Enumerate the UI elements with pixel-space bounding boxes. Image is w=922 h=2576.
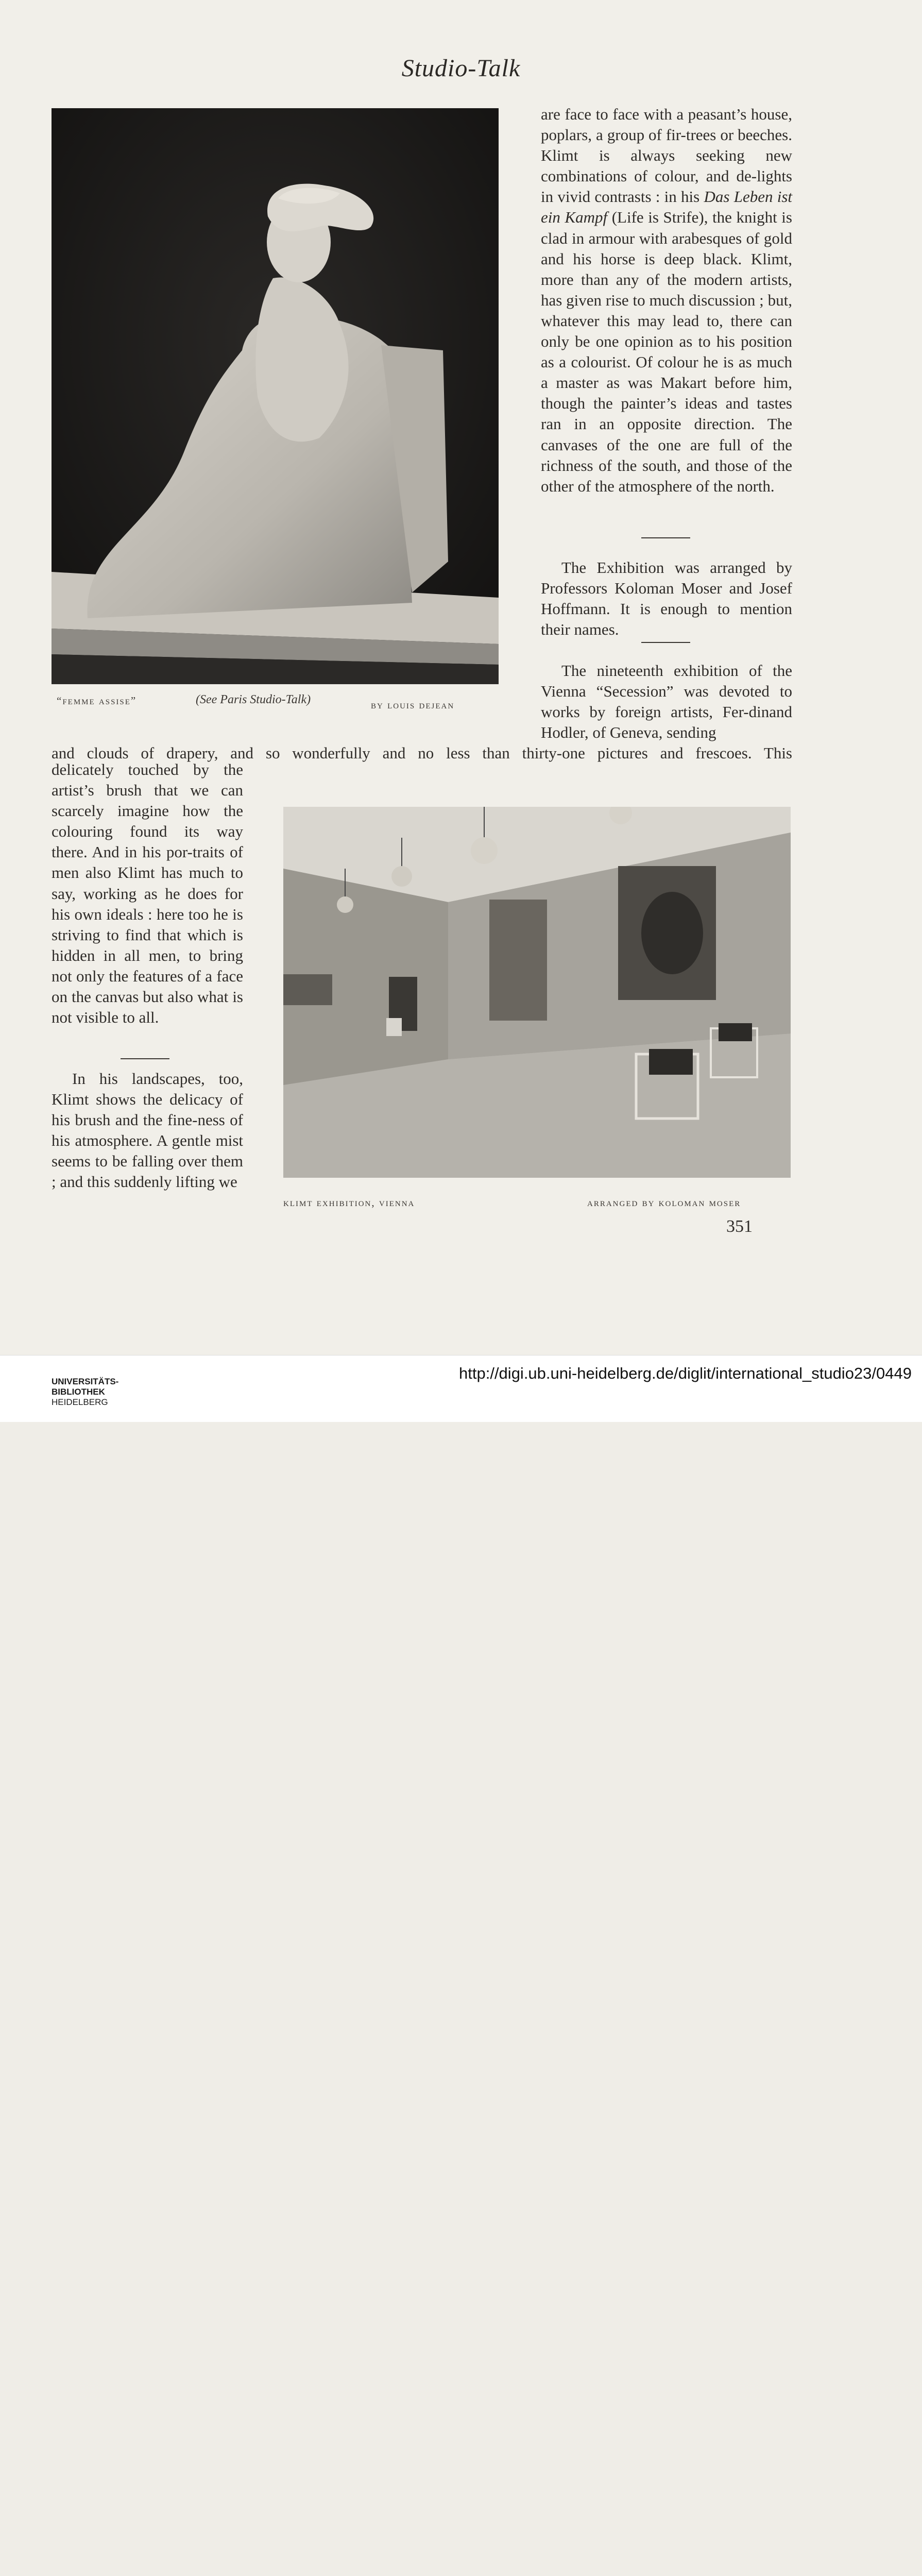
library-name-line2: BIBLIOTHEK [52, 1387, 105, 1397]
secession-paragraph: The nineteenth exhibition of the Vienna “Secession” was devoted to works by foreign artists, Fer-dinand Hodler, of Geneva, sending [541, 662, 792, 742]
section-divider [121, 1058, 169, 1059]
section-divider [641, 537, 690, 538]
library-name-line1: UNIVERSITÄTS- [52, 1377, 119, 1386]
library-name-line3: HEIDELBERG [52, 1397, 108, 1407]
full-width-line: and clouds of drapery, and so wonderfully and no less than thirty-one pictures and frescoes. This [52, 744, 792, 762]
right-column-paragraph-1 [541, 104, 792, 497]
figure1-caption-right: by louis dejean [371, 699, 455, 711]
sculpture-photo [52, 108, 499, 684]
right-column-paragraph-3 [541, 660, 792, 743]
right-col-italic-title: Das Leben ist ein Kampf [541, 188, 793, 227]
exhibition-paragraph: The Exhibition was arranged by Professors Koloman Moser and Josef Hoffmann. It is enough to mention their names. [541, 558, 792, 639]
figure2-caption-right: arranged by koloman moser [587, 1196, 741, 1209]
exhibition-photo [283, 807, 791, 1178]
page-number: 351 [726, 1217, 753, 1236]
exhibition-image [283, 807, 791, 1178]
figure1-caption-left: “femme assise” [57, 694, 137, 707]
running-head: Studio-Talk [401, 55, 521, 82]
right-col-text-b: (Life is Strife), the knight is clad in armour with arabesques of gold and his horse is deep black. Klimt, more than any of the modern artists, has given rise to much discussion ; but, whatever this may lead to, there can only be one opinion as to his position as a colourist. Of colour he is as much a master as was Makart before him, though the painter’s ideas and tastes ran in an opposite direction. The canvases of the one are full of the richness of the south, and those of the other of the atmosphere of the north. [541, 208, 792, 495]
source-url-link[interactable]: http://digi.ub.uni-heidelberg.de/diglit/international_studio23/0449 [459, 1364, 912, 1382]
right-col-text-a: are face to face with a peasant’s house, poplars, a group of fir-trees or beeches. Klimt is always seeking new combinations of colour, and de-lights in vivid contrasts : in his [541, 105, 792, 206]
right-column-paragraph-2 [541, 557, 792, 640]
section-divider [641, 642, 690, 643]
figure1-caption-mid: (See Paris Studio-Talk) [196, 693, 311, 706]
left-column-paragraph-2 [52, 1069, 243, 1193]
left-column-paragraph-1 [52, 759, 243, 1028]
sculpture-image [52, 108, 499, 684]
library-name [52, 1377, 118, 1408]
landscapes-paragraph: In his landscapes, too, Klimt shows the delicacy of his brush and the fine-ness of his atmosphere. A gentle mist seems to be falling over them ; and this suddenly lifting we [52, 1070, 243, 1191]
figure2-caption-left: klimt exhibition, vienna [283, 1196, 415, 1209]
portraits-paragraph: delicately touched by the artist’s brush that we can scarcely imagine how the colouring found its way there. And in his por-traits of men also Klimt has much to say, working as he does for his own ideals : here too he is striving to find that which is hidden in all men, to bring not only the features of a face on the canvas but also what is not visible to all. [52, 760, 243, 1027]
